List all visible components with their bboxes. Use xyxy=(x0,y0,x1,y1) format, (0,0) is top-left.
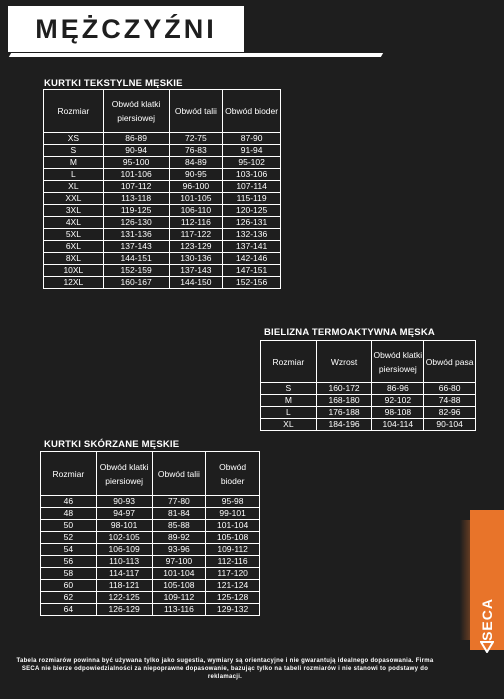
table-cell: 160-172 xyxy=(316,383,372,395)
header-hips: Obwód bioder xyxy=(223,90,281,133)
table-cell: 112-116 xyxy=(169,217,223,229)
table-cell: 106-110 xyxy=(169,205,223,217)
table-cell: 12XL xyxy=(44,277,104,289)
table-cell: 132-136 xyxy=(223,229,281,241)
table-cell: 76-83 xyxy=(169,145,223,157)
table-cell: 90-93 xyxy=(96,496,152,508)
table-cell: 95-98 xyxy=(206,496,260,508)
table-row xyxy=(44,241,281,253)
table-cell: 10XL xyxy=(44,265,104,277)
header-height: Wzrost xyxy=(316,341,372,383)
table-row xyxy=(41,592,260,604)
table-cell: 125-128 xyxy=(206,592,260,604)
table-cell: 66-80 xyxy=(424,383,476,395)
table-cell: 4XL xyxy=(44,217,104,229)
table-cell: 129-132 xyxy=(206,604,260,616)
table-cell: 64 xyxy=(41,604,97,616)
table-cell: 3XL xyxy=(44,205,104,217)
table-cell: 152-159 xyxy=(103,265,169,277)
table-cell: 130-136 xyxy=(169,253,223,265)
table-row xyxy=(261,407,476,419)
header-chest: Obwód klatki piersiowej xyxy=(96,452,152,496)
table-cell: 122-125 xyxy=(96,592,152,604)
table-cell: 101-106 xyxy=(103,169,169,181)
table-row xyxy=(41,544,260,556)
table-header-row xyxy=(41,452,260,496)
accent-glow xyxy=(460,520,470,640)
table-cell: 50 xyxy=(41,520,97,532)
table-row xyxy=(44,169,281,181)
table-cell: 5XL xyxy=(44,229,104,241)
table-cell: L xyxy=(261,407,317,419)
table-row xyxy=(41,508,260,520)
table-row xyxy=(44,181,281,193)
table-row xyxy=(44,157,281,169)
table-row xyxy=(41,580,260,592)
header-size: Rozmiar xyxy=(261,341,317,383)
logo-text: SECA xyxy=(479,598,495,641)
table-cell: 117-120 xyxy=(206,568,260,580)
table-cell: XXL xyxy=(44,193,104,205)
table-cell: 90-104 xyxy=(424,419,476,431)
table-cell: 144-150 xyxy=(169,277,223,289)
table-cell: 82-96 xyxy=(424,407,476,419)
table-cell: 90-94 xyxy=(103,145,169,157)
table-cell: 106-109 xyxy=(96,544,152,556)
table-cell: 137-143 xyxy=(103,241,169,253)
table-cell: 101-104 xyxy=(152,568,206,580)
table-cell: S xyxy=(261,383,317,395)
table-cell: 152-156 xyxy=(223,277,281,289)
header-chest: Obwód klatki piersiowej xyxy=(372,341,424,383)
table-cell: 168-180 xyxy=(316,395,372,407)
table-cell: 113-116 xyxy=(152,604,206,616)
table-cell: 62 xyxy=(41,592,97,604)
table-cell: 99-101 xyxy=(206,508,260,520)
table-cell: 98-101 xyxy=(96,520,152,532)
header-waist: Obwód talii xyxy=(152,452,206,496)
seca-triangle-icon xyxy=(480,641,494,653)
table-cell: 98-108 xyxy=(372,407,424,419)
table-cell: 137-143 xyxy=(169,265,223,277)
thermo-underwear-table xyxy=(260,340,476,431)
table-cell: 95-102 xyxy=(223,157,281,169)
table-header-row xyxy=(44,90,281,133)
table-cell: 48 xyxy=(41,508,97,520)
table-row xyxy=(44,253,281,265)
table-cell: 85-88 xyxy=(152,520,206,532)
table-row xyxy=(44,265,281,277)
table-row xyxy=(44,205,281,217)
table-cell: 46 xyxy=(41,496,97,508)
textile-jackets-title: KURTKI TEKSTYLNE MĘSKIE xyxy=(44,78,183,89)
table-cell: 92-102 xyxy=(372,395,424,407)
table-cell: XL xyxy=(44,181,104,193)
table-cell: 114-117 xyxy=(96,568,152,580)
table-row xyxy=(41,604,260,616)
table-cell: 103-106 xyxy=(223,169,281,181)
table-row xyxy=(44,229,281,241)
table-cell: 131-136 xyxy=(103,229,169,241)
table-cell: 137-141 xyxy=(223,241,281,253)
table-cell: 176-188 xyxy=(316,407,372,419)
table-cell: XS xyxy=(44,133,104,145)
leather-jackets-table xyxy=(40,451,260,616)
table-cell: 94-97 xyxy=(96,508,152,520)
table-cell: 117-122 xyxy=(169,229,223,241)
table-cell: 104-114 xyxy=(372,419,424,431)
table-cell: 6XL xyxy=(44,241,104,253)
header-hips: Obwód bioder xyxy=(206,452,260,496)
table-cell: 119-125 xyxy=(103,205,169,217)
table-cell: 52 xyxy=(41,532,97,544)
table-row xyxy=(44,217,281,229)
table-cell: 107-114 xyxy=(223,181,281,193)
table-cell: 93-96 xyxy=(152,544,206,556)
table-row xyxy=(41,568,260,580)
table-row xyxy=(41,532,260,544)
table-cell: 184-196 xyxy=(316,419,372,431)
table-row xyxy=(44,133,281,145)
header-chest: Obwód klatki piersiowej xyxy=(103,90,169,133)
table-cell: 142-146 xyxy=(223,253,281,265)
table-row xyxy=(41,520,260,532)
table-cell: 81-84 xyxy=(152,508,206,520)
table-cell: 96-100 xyxy=(169,181,223,193)
table-cell: 101-105 xyxy=(169,193,223,205)
thermo-underwear-title: BIELIZNA TERMOAKTYWNA MĘSKA xyxy=(264,327,435,338)
table-header-row xyxy=(261,341,476,383)
table-cell: 77-80 xyxy=(152,496,206,508)
table-row xyxy=(261,395,476,407)
table-cell: 126-131 xyxy=(223,217,281,229)
header-size: Rozmiar xyxy=(41,452,97,496)
table-cell: 126-130 xyxy=(103,217,169,229)
table-cell: 105-108 xyxy=(206,532,260,544)
table-cell: 60 xyxy=(41,580,97,592)
table-cell: 89-92 xyxy=(152,532,206,544)
table-cell: M xyxy=(44,157,104,169)
table-cell: 112-116 xyxy=(206,556,260,568)
table-cell: 126-129 xyxy=(96,604,152,616)
table-cell: 56 xyxy=(41,556,97,568)
table-cell: 121-124 xyxy=(206,580,260,592)
table-cell: 74-88 xyxy=(424,395,476,407)
table-cell: 84-89 xyxy=(169,157,223,169)
textile-jackets-table xyxy=(43,89,281,289)
table-cell: 54 xyxy=(41,544,97,556)
disclaimer-note: Tabela rozmiarów powinna być używana tylko jako sugestia, wymiary są orientacyjne i nie gwarantują idealnego dopasowania. Firma SECA nie bierze odpowiedzialności za niepoprawne dopasowanie, bazując tylko na tabeli rozmiarów i nie stanowi to podstawy do reklamacji. xyxy=(16,658,434,680)
table-cell: XL xyxy=(261,419,317,431)
table-row xyxy=(44,145,281,157)
table-row xyxy=(41,556,260,568)
table-cell: 87-90 xyxy=(223,133,281,145)
table-cell: 97-100 xyxy=(152,556,206,568)
table-row xyxy=(41,496,260,508)
header-size: Rozmiar xyxy=(44,90,104,133)
table-cell: 86-89 xyxy=(103,133,169,145)
table-cell: 58 xyxy=(41,568,97,580)
table-cell: 115-119 xyxy=(223,193,281,205)
table-cell: 90-95 xyxy=(169,169,223,181)
table-cell: 86-96 xyxy=(372,383,424,395)
table-cell: 123-129 xyxy=(169,241,223,253)
table-cell: 109-112 xyxy=(206,544,260,556)
table-cell: 105-108 xyxy=(152,580,206,592)
page-title: MĘŻCZYŹNI xyxy=(35,13,217,44)
table-cell: 72-75 xyxy=(169,133,223,145)
table-row xyxy=(44,277,281,289)
table-cell: 95-100 xyxy=(103,157,169,169)
table-cell: 91-94 xyxy=(223,145,281,157)
header-waist: Obwód talii xyxy=(169,90,223,133)
table-cell: 147-151 xyxy=(223,265,281,277)
table-row xyxy=(261,383,476,395)
table-cell: 107-112 xyxy=(103,181,169,193)
header-underline xyxy=(9,53,383,57)
table-cell: 101-104 xyxy=(206,520,260,532)
table-cell: S xyxy=(44,145,104,157)
table-cell: M xyxy=(261,395,317,407)
leather-jackets-title: KURTKI SKÓRZANE MĘSKIE xyxy=(44,439,180,450)
table-cell: 118-121 xyxy=(96,580,152,592)
table-cell: 102-105 xyxy=(96,532,152,544)
table-row xyxy=(261,419,476,431)
table-cell: 160-167 xyxy=(103,277,169,289)
table-cell: 113-118 xyxy=(103,193,169,205)
table-cell: 109-112 xyxy=(152,592,206,604)
table-cell: 110-113 xyxy=(96,556,152,568)
table-cell: 144-151 xyxy=(103,253,169,265)
table-row xyxy=(44,193,281,205)
seca-logo xyxy=(476,598,498,658)
header-belly: Obwód pasa xyxy=(424,341,476,383)
table-cell: 8XL xyxy=(44,253,104,265)
table-cell: L xyxy=(44,169,104,181)
table-cell: 120-125 xyxy=(223,205,281,217)
